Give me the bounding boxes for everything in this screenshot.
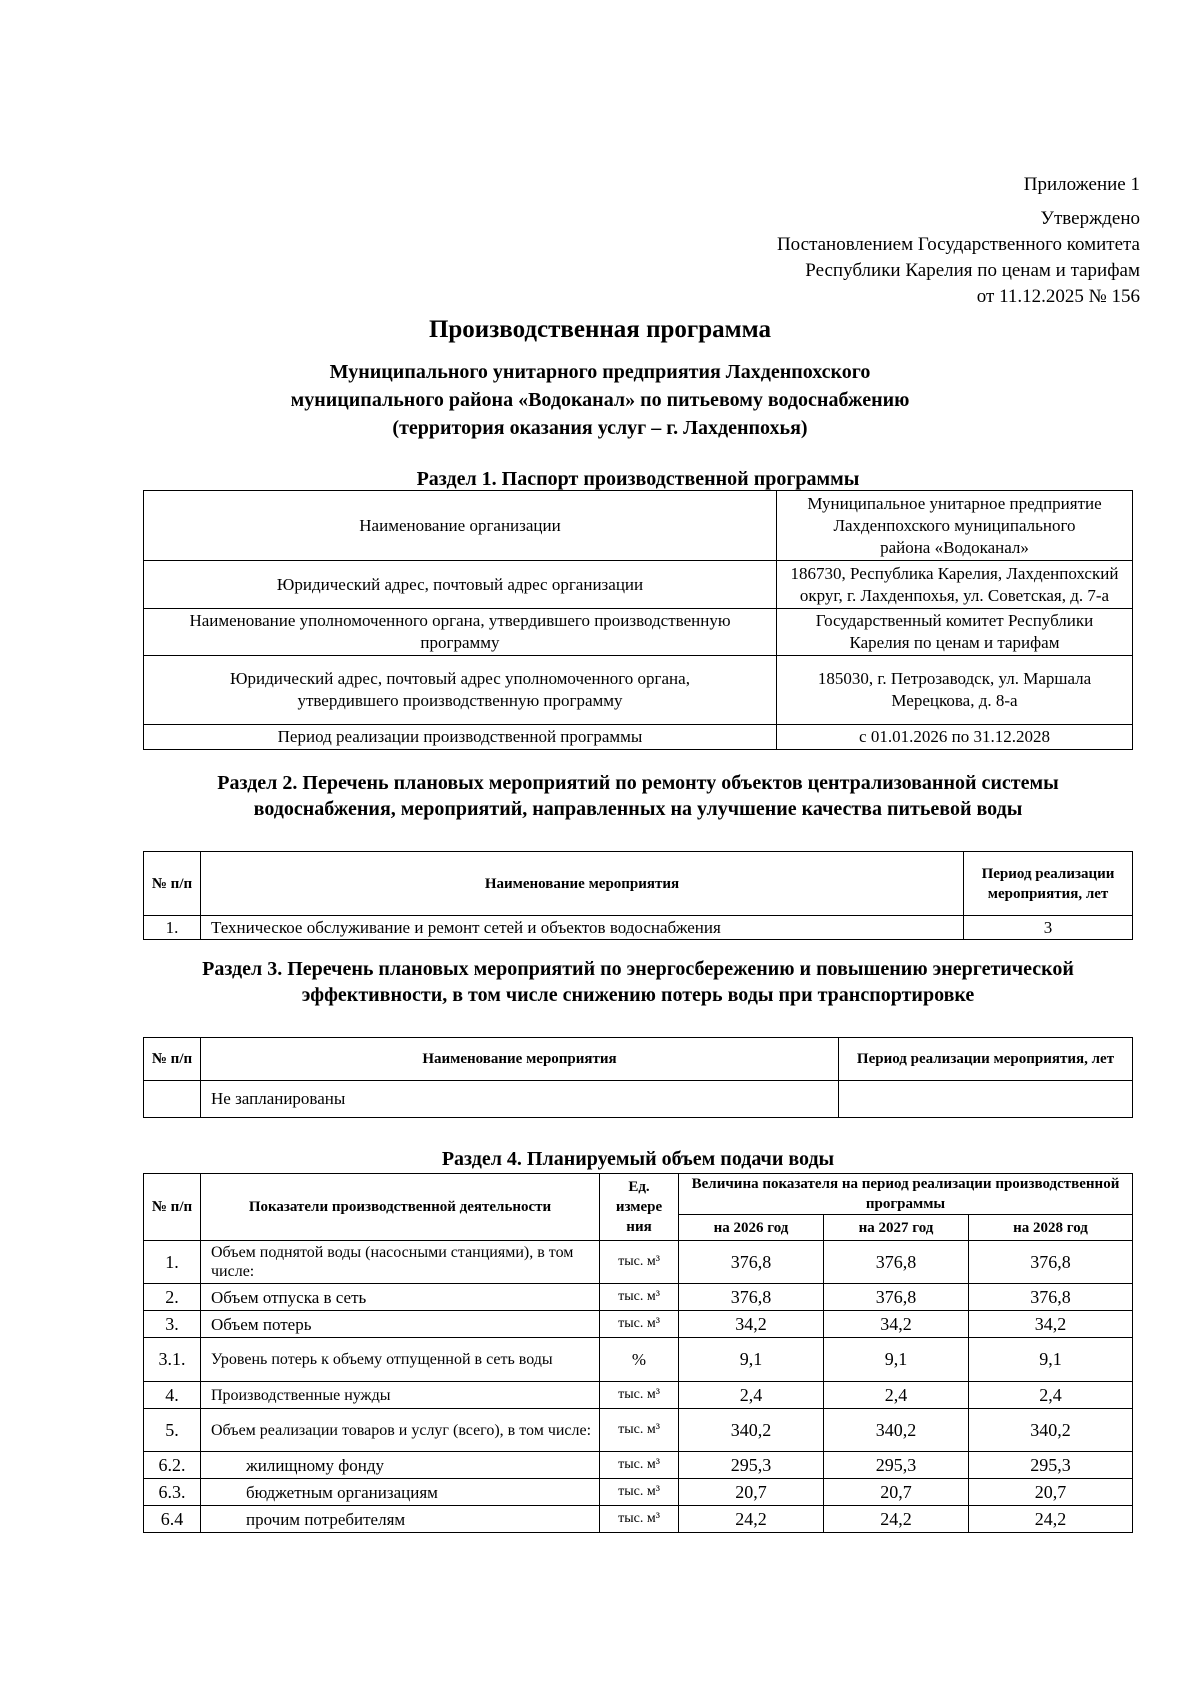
header-year-2026: на 2026 год [679,1215,824,1241]
document-title: Производственная программа [428,316,772,343]
value-2026: 295,3 [679,1452,824,1479]
value-2028: 340,2 [969,1409,1133,1452]
section2-heading: Раздел 2. Перечень плановых мероприятий по ремонту объектов централизованной системы водоснабжения, мероприятий, направленных на улучшение качества питьевой воды [217,772,1059,820]
table-cell: Наименование уполномоченного органа, утвердившего производственную программу [144,609,777,656]
row-indicator: Объем отпуска в сеть [201,1284,600,1311]
value-2028: 376,8 [969,1284,1133,1311]
table-row [144,609,1133,656]
value-2027: 20,7 [823,1479,968,1506]
header-name: Наименование мероприятия [201,852,964,916]
row-indicator: Производственные нужды [201,1382,600,1409]
row-period: 3 [964,916,1133,940]
table-row [144,1382,1133,1409]
header-num: № п/п [144,1038,201,1081]
appendix-label: Приложение 1 [1023,174,1140,195]
value-2028: 20,7 [969,1479,1133,1506]
table-row [144,1506,1133,1533]
table-row [144,1311,1133,1338]
table-cell: Муниципальное унитарное предприятие Лахденпохского муниципального района «Водоканал» [777,491,1133,561]
table-cell: 185030, г. Петрозаводск, ул. Маршала Мерецкова, д. 8-а [777,656,1133,725]
table-row [144,1284,1133,1311]
value-2027: 9,1 [823,1338,968,1382]
row-num: 6.3. [144,1479,201,1506]
table-cell: Государственный комитет Республики Карелия по ценам и тарифам [777,609,1133,656]
value-2026: 376,8 [679,1284,824,1311]
value-2026: 2,4 [679,1382,824,1409]
header-year-2027: на 2027 год [823,1215,968,1241]
table-cell: 186730, Республика Карелия, Лахденпохский округ, г. Лахденпохья, ул. Советская, д. 7-а [777,561,1133,609]
value-2028: 376,8 [969,1241,1133,1284]
value-2026: 24,2 [679,1506,824,1533]
document-subtitle [0,358,1200,442]
table-cell: Юридический адрес, почтовый адрес организации [144,561,777,609]
header-name: Наименование мероприятия [201,1038,839,1081]
value-2026: 20,7 [679,1479,824,1506]
value-2028: 9,1 [969,1338,1133,1382]
value-2026: 34,2 [679,1311,824,1338]
repair-measures-table [143,851,1133,940]
table-cell: Период реализации производственной программы [144,725,777,750]
row-indicator: Объем потерь [201,1311,600,1338]
header-year-2028: на 2028 год [969,1215,1133,1241]
table-row [144,656,1133,725]
row-indicator: прочим потребителям [201,1506,600,1533]
table-row [144,1479,1133,1506]
row-num [144,1081,201,1118]
row-name: Не запланированы [201,1081,839,1118]
row-unit: тыс. м³ [600,1311,679,1338]
table-row [144,1241,1133,1284]
table-row [144,1338,1133,1382]
row-unit: тыс. м³ [600,1452,679,1479]
approval-block [777,172,1140,310]
value-2028: 34,2 [969,1311,1133,1338]
row-unit: % [600,1338,679,1382]
value-2026: 340,2 [679,1409,824,1452]
value-2028: 2,4 [969,1382,1133,1409]
value-2027: 34,2 [823,1311,968,1338]
row-num: 6.2. [144,1452,201,1479]
table-cell: Юридический адрес, почтовый адрес уполномоченного органа, утвердившего производственную программу [144,656,777,725]
table-row [144,1452,1133,1479]
row-num: 4. [144,1382,201,1409]
header-period: Период реализации мероприятия, лет [839,1038,1133,1081]
table-row [144,916,1133,940]
row-indicator: бюджетным организациям [201,1479,600,1506]
energy-measures-table [143,1037,1133,1118]
row-num: 2. [144,1284,201,1311]
table-header-row [144,1174,1133,1215]
row-num: 3. [144,1311,201,1338]
table-cell: с 01.01.2026 по 31.12.2028 [777,725,1133,750]
table-row [144,491,1133,561]
approval-date-number: от 11.12.2025 № 156 [976,286,1140,307]
row-period [839,1081,1133,1118]
table-row [144,561,1133,609]
row-num: 1. [144,1241,201,1284]
table-header-row [144,1038,1133,1081]
header-indicator: Показатели производственной деятельности [201,1174,600,1241]
value-2027: 376,8 [823,1284,968,1311]
row-num: 5. [144,1409,201,1452]
row-unit: тыс. м³ [600,1479,679,1506]
subtitle-line-1: Муниципального унитарного предприятия Лахденпохского [329,361,871,383]
value-2027: 2,4 [823,1382,968,1409]
header-period: Период реализации мероприятия, лет [964,852,1133,916]
value-2026: 9,1 [679,1338,824,1382]
header-num: № п/п [144,1174,201,1241]
row-num: 1. [144,916,201,940]
approval-line-2: Республики Карелия по ценам и тарифам [805,260,1140,281]
table-header-row [144,852,1133,916]
subtitle-line-2: муниципального района «Водоканал» по питьевому водоснабжению [290,389,910,411]
section1-heading: Раздел 1. Паспорт производственной программы [416,468,860,490]
value-2028: 24,2 [969,1506,1133,1533]
value-2027: 24,2 [823,1506,968,1533]
section4-heading: Раздел 4. Планируемый объем подачи воды [441,1148,835,1170]
row-indicator: жилищному фонду [201,1452,600,1479]
row-name: Техническое обслуживание и ремонт сетей и объектов водоснабжения [201,916,964,940]
approval-line-1: Постановлением Государственного комитета [776,234,1140,255]
row-unit: тыс. м³ [600,1284,679,1311]
value-2027: 340,2 [823,1409,968,1452]
water-supply-volume-table [143,1173,1133,1533]
row-unit: тыс. м³ [600,1409,679,1452]
value-2028: 295,3 [969,1452,1133,1479]
value-2027: 376,8 [823,1241,968,1284]
table-row [144,1409,1133,1452]
row-unit: тыс. м³ [600,1506,679,1533]
row-indicator: Объем поднятой воды (насосными станциями), в том числе: [201,1241,600,1284]
header-unit: Ед. измере ния [600,1174,679,1241]
row-unit: тыс. м³ [600,1241,679,1284]
row-indicator: Объем реализации товаров и услуг (всего), в том числе: [201,1409,600,1452]
row-num: 6.4 [144,1506,201,1533]
table-row [144,725,1133,750]
row-unit: тыс. м³ [600,1382,679,1409]
section3-heading: Раздел 3. Перечень плановых мероприятий по энергосбережению и повышению энергетической эффективности, в том числе снижению потерь воды при транспортировке [202,958,1074,1006]
header-value-group: Величина показателя на период реализации производственной программы [679,1174,1133,1215]
approved-label: Утверждено [1040,208,1140,229]
value-2027: 295,3 [823,1452,968,1479]
row-indicator: Уровень потерь к объему отпущенной в сеть воды [201,1338,600,1382]
subtitle-line-3: (территория оказания услуг – г. Лахденпохья) [392,417,808,439]
passport-table [143,490,1133,750]
row-num: 3.1. [144,1338,201,1382]
header-num: № п/п [144,852,201,916]
value-2026: 376,8 [679,1241,824,1284]
table-cell: Наименование организации [144,491,777,561]
table-row [144,1081,1133,1118]
